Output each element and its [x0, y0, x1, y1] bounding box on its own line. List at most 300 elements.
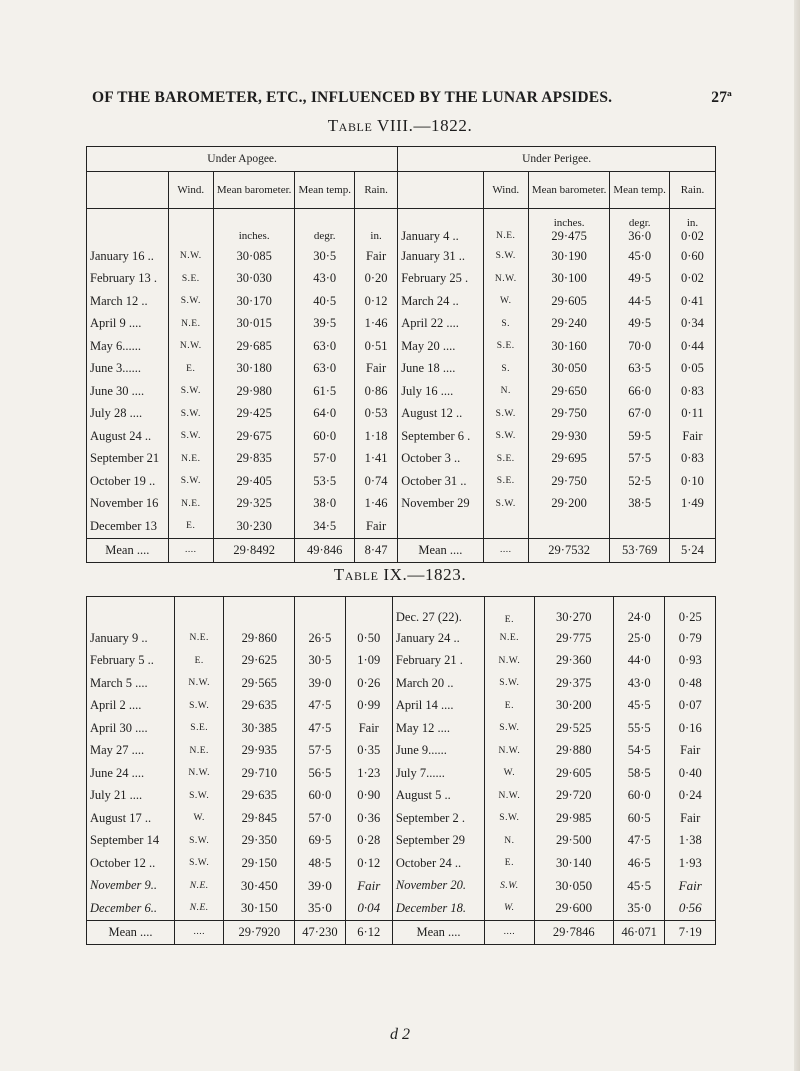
- apogee-temp: 34·5: [295, 515, 355, 538]
- apogee-barometer: 30·170: [213, 290, 295, 313]
- apogee-wind: S.W.: [175, 830, 224, 853]
- perigee-barometer: 29·720: [534, 785, 613, 808]
- perigee-barometer: 29·200: [528, 493, 610, 516]
- perigee-rain: 0·79: [665, 627, 716, 650]
- perigee-date: Mean ....: [398, 538, 483, 562]
- apogee-rain: 0·90: [345, 785, 392, 808]
- unit-blank: [87, 209, 169, 246]
- apogee-barometer: 29·710: [224, 762, 295, 785]
- perigee-temp: 54·5: [613, 740, 665, 763]
- apogee-date: April 9 ....: [87, 313, 169, 336]
- apogee-barometer: 29·565: [224, 672, 295, 695]
- apogee-barometer: 29·685: [213, 335, 295, 358]
- apogee-date: December 13: [87, 515, 169, 538]
- perigee-date: April 22 ....: [398, 313, 483, 336]
- apogee-barometer: 29·845: [224, 807, 295, 830]
- apogee-wind: ....: [168, 538, 213, 562]
- table-row: [87, 268, 716, 291]
- apogee-date: October 12 ..: [87, 852, 175, 875]
- perigee-barometer: 29·650: [528, 380, 610, 403]
- apogee-barometer: 30·450: [224, 875, 295, 898]
- perigee-wind: S.: [483, 358, 528, 381]
- perigee-wind: S.: [483, 313, 528, 336]
- apogee-rain: 0·12: [354, 290, 397, 313]
- mean-row: [87, 920, 716, 944]
- perigee-temp: 45·0: [610, 245, 670, 268]
- perigee-rain: 0·07: [665, 695, 716, 718]
- perigee-date: December 18.: [392, 897, 484, 920]
- perigee-rain: 1·93: [665, 852, 716, 875]
- table-8-body: [87, 209, 716, 563]
- perigee-temp: 58·5: [613, 762, 665, 785]
- apogee-temp: 69·5: [295, 830, 345, 853]
- apogee-rain: 0·28: [345, 830, 392, 853]
- perigee-barometer: 29·500: [534, 830, 613, 853]
- perigee-rain: 0·83: [669, 380, 715, 403]
- apogee-wind: N.W.: [168, 335, 213, 358]
- apogee-rain: 0·51: [354, 335, 397, 358]
- perigee-rain: 0·60: [669, 245, 715, 268]
- perigee-rain: 0·83: [669, 448, 715, 471]
- perigee-date: July 7......: [392, 762, 484, 785]
- perigee-rain: 0·16: [665, 717, 716, 740]
- apogee-barometer: 29·625: [224, 650, 295, 673]
- apogee-date: March 5 ....: [87, 672, 175, 695]
- perigee-rain: 0·93: [665, 650, 716, 673]
- apogee-wind: S.E.: [168, 268, 213, 291]
- units-row: [87, 209, 716, 246]
- table-9-title: Table IX.—1823.: [333, 565, 467, 584]
- perigee-date: August 5 ..: [392, 785, 484, 808]
- apogee-temp: 63·0: [295, 335, 355, 358]
- perigee-rain: [669, 515, 715, 538]
- apogee-barometer: 29·980: [213, 380, 295, 403]
- table-8: [86, 146, 716, 563]
- perigee-barometer: 30·270: [534, 597, 613, 628]
- apogee-barometer: 30·015: [213, 313, 295, 336]
- table-row: [87, 852, 716, 875]
- perigee-wind: S.E.: [483, 470, 528, 493]
- perigee-barometer: 29·605: [534, 762, 613, 785]
- apogee-rain: 1·46: [354, 493, 397, 516]
- apogee-temp: 39·5: [295, 313, 355, 336]
- perigee-temp: 46·5: [613, 852, 665, 875]
- perigee-wind: [483, 515, 528, 538]
- table-row: [87, 740, 716, 763]
- perigee-temp: 44·5: [610, 290, 670, 313]
- apogee-rain: 0·20: [354, 268, 397, 291]
- perigee-date: October 24 ..: [392, 852, 484, 875]
- apogee-temp: 53·5: [295, 470, 355, 493]
- apogee-temp: 60·0: [295, 425, 355, 448]
- table-9-body: [87, 597, 716, 945]
- apogee-temp: 49·846: [295, 538, 355, 562]
- perigee-date: March 20 ..: [392, 672, 484, 695]
- apogee-temp: 57·0: [295, 448, 355, 471]
- apogee-rain: 0·26: [345, 672, 392, 695]
- apogee-date: September 21: [87, 448, 169, 471]
- apogee-rain: 6·12: [345, 920, 392, 944]
- perigee-temp: [610, 515, 670, 538]
- apogee-rain: 0·86: [354, 380, 397, 403]
- perigee-wind: S.E.: [483, 335, 528, 358]
- apogee-wind: W.: [175, 807, 224, 830]
- perigee-wind: W.: [485, 897, 534, 920]
- apogee-wind: S.W.: [175, 695, 224, 718]
- col-barometer: Mean barometer.: [213, 172, 295, 209]
- perigee-date: January 4 ..: [398, 209, 483, 246]
- apogee-wind: S.W.: [168, 290, 213, 313]
- unit-temp: [610, 209, 670, 246]
- col-temp: Mean temp.: [610, 172, 670, 209]
- perigee-date: May 12 ....: [392, 717, 484, 740]
- apogee-rain: 1·46: [354, 313, 397, 336]
- apogee-rain: 1·41: [354, 448, 397, 471]
- perigee-rain: 0·11: [669, 403, 715, 426]
- col-wind: Wind.: [483, 172, 528, 209]
- table-row: [87, 597, 716, 628]
- apogee-barometer: 29·405: [213, 470, 295, 493]
- apogee-temp: 56·5: [295, 762, 345, 785]
- group-perigee: Under Perigee.: [398, 147, 716, 172]
- apogee-barometer: 29·635: [224, 785, 295, 808]
- perigee-wind: N.E.: [485, 627, 534, 650]
- perigee-temp: 70·0: [610, 335, 670, 358]
- perigee-wind: S.W.: [485, 875, 534, 898]
- col-rain: Rain.: [354, 172, 397, 209]
- apogee-temp: 47·5: [295, 695, 345, 718]
- perigee-date: Mean ....: [392, 920, 484, 944]
- group-header-row: [87, 147, 716, 172]
- apogee-rain: [345, 597, 392, 628]
- perigee-temp: 43·0: [613, 672, 665, 695]
- apogee-rain: 0·50: [345, 627, 392, 650]
- apogee-temp: [295, 597, 345, 628]
- apogee-wind: N.E.: [168, 313, 213, 336]
- column-header-row: [87, 172, 716, 209]
- apogee-date: May 6......: [87, 335, 169, 358]
- apogee-date: December 6..: [87, 897, 175, 920]
- apogee-wind: N.W.: [175, 672, 224, 695]
- perigee-temp: 59·5: [610, 425, 670, 448]
- apogee-wind: S.W.: [168, 403, 213, 426]
- apogee-barometer: 29·350: [224, 830, 295, 853]
- perigee-wind: W.: [485, 762, 534, 785]
- perigee-rain: Fair: [665, 740, 716, 763]
- apogee-barometer: 29·835: [213, 448, 295, 471]
- apogee-date: Mean ....: [87, 538, 169, 562]
- perigee-temp: 57·5: [610, 448, 670, 471]
- table-row: [87, 717, 716, 740]
- apogee-barometer: 29·7920: [224, 920, 295, 944]
- col-rain: Rain.: [669, 172, 715, 209]
- apogee-barometer: 29·425: [213, 403, 295, 426]
- perigee-date: Dec. 27 (22).: [392, 597, 484, 628]
- apogee-barometer: 30·180: [213, 358, 295, 381]
- perigee-temp: 35·0: [613, 897, 665, 920]
- unit-barometer: inches.: [553, 217, 585, 229]
- apogee-barometer: 30·085: [213, 245, 295, 268]
- apogee-rain: 0·99: [345, 695, 392, 718]
- perigee-barometer: 29·240: [528, 313, 610, 336]
- apogee-temp: 61·5: [295, 380, 355, 403]
- perigee-rain: 1·49: [669, 493, 715, 516]
- perigee-rain: 0·02: [681, 229, 704, 243]
- perigee-date: September 2 .: [392, 807, 484, 830]
- table-row: [87, 762, 716, 785]
- apogee-rain: 0·35: [345, 740, 392, 763]
- perigee-wind: N.: [483, 380, 528, 403]
- apogee-wind: N.W.: [175, 762, 224, 785]
- apogee-date: October 19 ..: [87, 470, 169, 493]
- apogee-wind: N.E.: [168, 493, 213, 516]
- perigee-date: November 29: [398, 493, 483, 516]
- unit-barometer: [528, 209, 610, 246]
- perigee-barometer: 29·7846: [534, 920, 613, 944]
- apogee-date: July 28 ....: [87, 403, 169, 426]
- table-row: [87, 470, 716, 493]
- table-row: [87, 358, 716, 381]
- apogee-date: June 30 ....: [87, 380, 169, 403]
- table-row: [87, 672, 716, 695]
- table-row: [87, 785, 716, 808]
- apogee-date: June 3......: [87, 358, 169, 381]
- table-row: [87, 425, 716, 448]
- apogee-rain: Fair: [354, 245, 397, 268]
- table-row: [87, 493, 716, 516]
- apogee-date: November 9..: [87, 875, 175, 898]
- perigee-barometer: 30·200: [534, 695, 613, 718]
- unit-rain: [669, 209, 715, 246]
- apogee-wind: S.W.: [168, 380, 213, 403]
- perigee-temp: 36·0: [628, 229, 652, 243]
- perigee-wind: N.E.: [483, 209, 528, 246]
- unit-temp: degr.: [295, 209, 355, 246]
- apogee-wind: E.: [168, 358, 213, 381]
- perigee-barometer: 29·775: [534, 627, 613, 650]
- perigee-rain: 0·02: [669, 268, 715, 291]
- apogee-wind: S.W.: [168, 425, 213, 448]
- perigee-temp: 44·0: [613, 650, 665, 673]
- apogee-temp: 43·0: [295, 268, 355, 291]
- apogee-rain: Fair: [345, 717, 392, 740]
- perigee-wind: E.: [485, 852, 534, 875]
- apogee-date: April 30 ....: [87, 717, 175, 740]
- apogee-date: February 13 .: [87, 268, 169, 291]
- apogee-rain: 1·09: [345, 650, 392, 673]
- perigee-wind: S.W.: [483, 493, 528, 516]
- apogee-date: June 24 ....: [87, 762, 175, 785]
- apogee-wind: S.W.: [175, 852, 224, 875]
- perigee-rain: 0·44: [669, 335, 715, 358]
- perigee-rain: Fair: [669, 425, 715, 448]
- col-barometer: Mean barometer.: [528, 172, 610, 209]
- col-date: [398, 172, 483, 209]
- perigee-wind: E.: [485, 695, 534, 718]
- apogee-barometer: 29·150: [224, 852, 295, 875]
- perigee-wind: N.W.: [485, 785, 534, 808]
- apogee-temp: 57·0: [295, 807, 345, 830]
- table-9: [86, 596, 716, 945]
- perigee-temp: 67·0: [610, 403, 670, 426]
- perigee-rain: Fair: [665, 807, 716, 830]
- table-row: [87, 807, 716, 830]
- table-row: [87, 830, 716, 853]
- col-date: [87, 172, 169, 209]
- perigee-barometer: 29·360: [534, 650, 613, 673]
- unit-temp: degr.: [628, 217, 651, 229]
- apogee-temp: 35·0: [295, 897, 345, 920]
- apogee-rain: 1·23: [345, 762, 392, 785]
- table-row: [87, 515, 716, 538]
- apogee-date: [87, 597, 175, 628]
- apogee-wind: N.E.: [175, 897, 224, 920]
- apogee-date: July 21 ....: [87, 785, 175, 808]
- apogee-wind: S.W.: [168, 470, 213, 493]
- perigee-wind: S.W.: [485, 807, 534, 830]
- apogee-barometer: [224, 597, 295, 628]
- apogee-temp: 39·0: [295, 875, 345, 898]
- apogee-barometer: 29·635: [224, 695, 295, 718]
- perigee-barometer: 29·475: [551, 229, 587, 243]
- table-row: [87, 245, 716, 268]
- table-row: [87, 380, 716, 403]
- apogee-rain: 0·12: [345, 852, 392, 875]
- running-title: OF THE BAROMETER, ETC., INFLUENCED BY THE LUNAR APSIDES.: [92, 89, 613, 106]
- perigee-rain: 0·56: [665, 897, 716, 920]
- apogee-barometer: 30·150: [224, 897, 295, 920]
- apogee-rain: Fair: [354, 358, 397, 381]
- running-header: [92, 89, 732, 107]
- apogee-barometer: 29·325: [213, 493, 295, 516]
- perigee-rain: 0·40: [665, 762, 716, 785]
- perigee-rain: Fair: [665, 875, 716, 898]
- table-row: [87, 290, 716, 313]
- perigee-temp: 45·5: [613, 695, 665, 718]
- apogee-wind: ....: [175, 920, 224, 944]
- perigee-rain: 1·38: [665, 830, 716, 853]
- apogee-wind: N.W.: [168, 245, 213, 268]
- apogee-date: Mean ....: [87, 920, 175, 944]
- perigee-date: July 16 ....: [398, 380, 483, 403]
- perigee-wind: S.W.: [485, 672, 534, 695]
- apogee-date: August 17 ..: [87, 807, 175, 830]
- perigee-rain: 7·19: [665, 920, 716, 944]
- apogee-rain: 8·47: [354, 538, 397, 562]
- apogee-rain: Fair: [345, 875, 392, 898]
- perigee-rain: 0·24: [665, 785, 716, 808]
- table-row: [87, 335, 716, 358]
- apogee-barometer: 30·030: [213, 268, 295, 291]
- perigee-date: June 18 ....: [398, 358, 483, 381]
- perigee-temp: 53·769: [610, 538, 670, 562]
- perigee-temp: 38·5: [610, 493, 670, 516]
- perigee-wind: S.W.: [483, 245, 528, 268]
- apogee-rain: 1·18: [354, 425, 397, 448]
- perigee-barometer: 29·930: [528, 425, 610, 448]
- perigee-date: January 24 ..: [392, 627, 484, 650]
- perigee-temp: 60·0: [613, 785, 665, 808]
- unit-rain: in.: [354, 209, 397, 246]
- apogee-date: April 2 ....: [87, 695, 175, 718]
- apogee-date: May 27 ....: [87, 740, 175, 763]
- perigee-date: October 31 ..: [398, 470, 483, 493]
- apogee-barometer: 29·860: [224, 627, 295, 650]
- apogee-date: February 5 ..: [87, 650, 175, 673]
- perigee-barometer: [528, 515, 610, 538]
- apogee-wind: [175, 597, 224, 628]
- perigee-wind: ....: [485, 920, 534, 944]
- perigee-wind: ....: [483, 538, 528, 562]
- perigee-date: September 6 .: [398, 425, 483, 448]
- perigee-wind: N.W.: [485, 650, 534, 673]
- perigee-wind: E.: [485, 597, 534, 628]
- perigee-date: August 12 ..: [398, 403, 483, 426]
- table-row: [87, 695, 716, 718]
- perigee-wind: S.W.: [485, 717, 534, 740]
- table-row: [87, 627, 716, 650]
- perigee-date: October 3 ..: [398, 448, 483, 471]
- apogee-temp: 57·5: [295, 740, 345, 763]
- perigee-barometer: 30·140: [534, 852, 613, 875]
- perigee-barometer: 29·880: [534, 740, 613, 763]
- apogee-rain: 0·36: [345, 807, 392, 830]
- perigee-wind: N.W.: [483, 268, 528, 291]
- perigee-barometer: 30·160: [528, 335, 610, 358]
- perigee-date: January 31 ..: [398, 245, 483, 268]
- apogee-wind: S.W.: [175, 785, 224, 808]
- mean-row: [87, 538, 716, 562]
- apogee-date: November 16: [87, 493, 169, 516]
- apogee-temp: 39·0: [295, 672, 345, 695]
- perigee-temp: 52·5: [610, 470, 670, 493]
- table-row: [87, 448, 716, 471]
- apogee-wind: N.E.: [168, 448, 213, 471]
- perigee-wind: W.: [483, 290, 528, 313]
- page-number: 27ª: [711, 89, 732, 106]
- perigee-rain: 5·24: [669, 538, 715, 562]
- apogee-date: January 16 ..: [87, 245, 169, 268]
- perigee-wind: N.: [485, 830, 534, 853]
- perigee-barometer: 29·525: [534, 717, 613, 740]
- apogee-temp: 48·5: [295, 852, 345, 875]
- table-row: [87, 313, 716, 336]
- perigee-barometer: 29·695: [528, 448, 610, 471]
- apogee-barometer: 29·8492: [213, 538, 295, 562]
- unit-barometer: inches.: [213, 209, 295, 246]
- apogee-date: March 12 ..: [87, 290, 169, 313]
- table-row: [87, 897, 716, 920]
- perigee-wind: S.W.: [483, 425, 528, 448]
- perigee-temp: 49·5: [610, 313, 670, 336]
- group-apogee: Under Apogee.: [87, 147, 398, 172]
- perigee-temp: 25·0: [613, 627, 665, 650]
- apogee-barometer: 29·935: [224, 740, 295, 763]
- apogee-temp: 38·0: [295, 493, 355, 516]
- perigee-date: March 24 ..: [398, 290, 483, 313]
- apogee-wind: E.: [168, 515, 213, 538]
- perigee-temp: 47·5: [613, 830, 665, 853]
- apogee-date: September 14: [87, 830, 175, 853]
- perigee-rain: 0·05: [669, 358, 715, 381]
- apogee-date: August 24 ..: [87, 425, 169, 448]
- perigee-date: May 20 ....: [398, 335, 483, 358]
- perigee-barometer: 29·750: [528, 403, 610, 426]
- col-temp: Mean temp.: [295, 172, 355, 209]
- perigee-barometer: 29·750: [528, 470, 610, 493]
- apogee-temp: 47·5: [295, 717, 345, 740]
- apogee-temp: 26·5: [295, 627, 345, 650]
